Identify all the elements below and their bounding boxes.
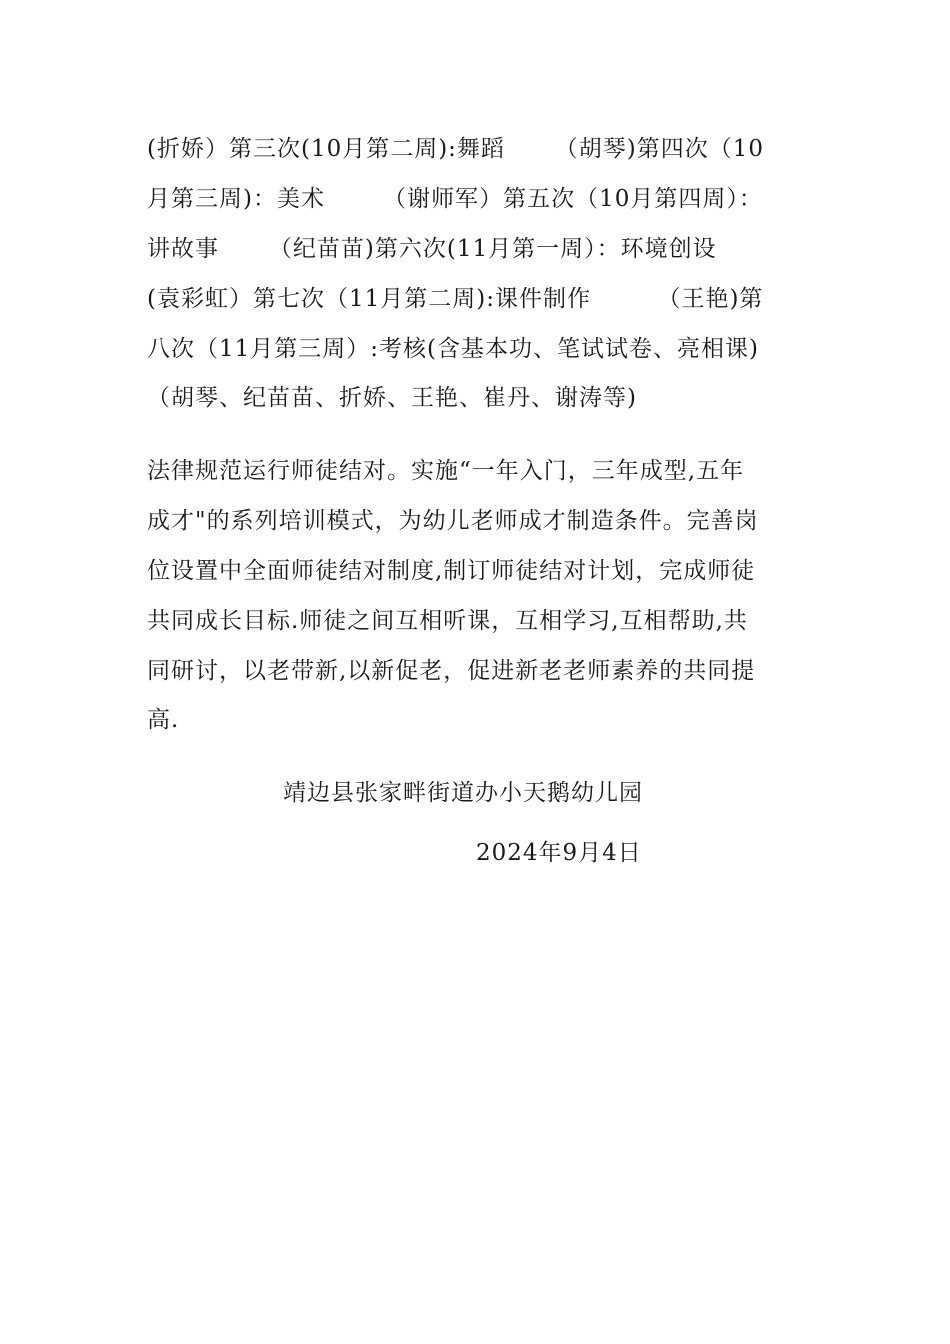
schedule-line-4: (袁彩虹）第七次（11月第二周):课件制作 （王艳)第 <box>147 286 764 312</box>
schedule-line-6: （胡琴、纪苗苗、折娇、王艳、崔丹、谢涛等) <box>147 385 637 411</box>
mentor-line-5: 同研讨，以老带新,以新促老，促进新老老师素养的共同提 <box>147 658 756 684</box>
signature-date: 2024年9月4日 <box>476 840 642 866</box>
mentor-line-1: 法律规范运行师徒结对。实施“一年入门，三年成型,五年 <box>147 458 745 484</box>
schedule-line-2: 月第三周)：美术 （谢师军）第五次（10月第四周）： <box>147 186 763 212</box>
schedule-line-5: 八次（11月第三周）:考核(含基本功、笔试试卷、亮相课) <box>147 336 759 362</box>
signature-organization: 靖边县张家畔街道办小天鹅幼儿园 <box>283 780 643 806</box>
schedule-line-3: 讲故事 （纪苗苗)第六次(11月第一周）：环境创设 <box>147 236 717 262</box>
mentor-line-6: 高. <box>147 707 180 733</box>
mentor-line-2: 成才"的系列培训模式，为幼儿老师成才制造条件。完善岗 <box>147 508 759 534</box>
mentor-line-3: 位设置中全面师徒结对制度,制订师徒结对计划，完成师徒 <box>147 558 756 584</box>
mentor-line-4: 共同成长目标.师徒之间互相听课，互相学习,互相帮助,共 <box>147 608 748 634</box>
schedule-line-1: (折娇）第三次(10月第二周):舞蹈 （胡琴)第四次（10 <box>147 136 765 162</box>
